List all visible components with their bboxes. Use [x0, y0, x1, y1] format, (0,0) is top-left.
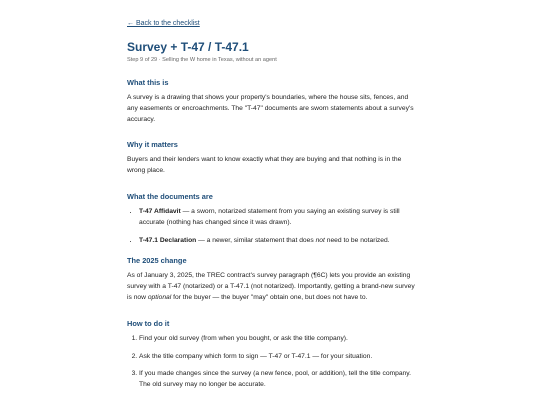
section-heading: Why it matters — [127, 140, 178, 150]
section-2025-change — [127, 256, 417, 303]
section-what-this-is — [127, 78, 417, 125]
list-item: 3. If you made changes since the survey (a new fence, pool, or addition), tell the title company. The old survey may no longer be accurate. — [139, 369, 417, 391]
section-heading: What the documents are — [127, 191, 213, 201]
document-description: — a newer, similar statement that does — [196, 236, 316, 244]
emphasis-text: optional — [147, 293, 172, 301]
step-subtitle: Step 9 of 29 · Selling the W home in Texas, without an agent — [127, 57, 277, 63]
section-body: Buyers and their lenders want to know exactly what they are buying and that nothing is in the wrong place. — [127, 156, 402, 175]
list-item — [139, 207, 417, 229]
back-to-checklist-link[interactable]: ← Back to the checklist — [127, 20, 200, 27]
document-description: — a sworn, notarized statement from you saying an existing survey is still accurate (nothing has changed since it was drawn). — [139, 207, 400, 226]
steps-list — [127, 334, 417, 391]
section-how-to — [127, 319, 417, 391]
section-why-it-matters — [127, 140, 417, 177]
documents-list — [127, 207, 417, 246]
list-item: 1. Find your old survey (from when you bought, or ask the title company). — [139, 334, 417, 345]
document-term: T-47 Affidavit — [139, 207, 181, 215]
body-text-end: for the buyer — the buyer "may" obtain one, but does not have to. — [171, 293, 368, 301]
section-documents — [127, 192, 417, 246]
emphasis-text: not — [315, 236, 325, 244]
list-item — [139, 236, 417, 247]
document-description-end: need to be notarized. — [324, 236, 390, 244]
section-heading: How to do it — [127, 318, 170, 328]
list-item: 2. Ask the title company which form to sign — T-47 or T-47.1 — for your situation. — [139, 352, 417, 363]
page-title: Survey + T-47 / T-47.1 — [127, 40, 249, 54]
section-heading: What this is — [127, 78, 169, 87]
section-body — [127, 271, 417, 303]
section-body: A survey is a drawing that shows your property's boundaries, where the house sits, fences, and any easements or encroachments. The "T-47" documents are sworn statements about a survey's accuracy. — [127, 94, 414, 123]
body-text: As of January 3, 2025, the TREC contract's survey paragraph (¶6C) lets you provide an existing survey with a T-47 (notarized) or a T-47.1 (not notarized). Importantly, getting a brand-new survey is now — [127, 272, 415, 301]
document-term: T-47.1 Declaration — [139, 236, 197, 244]
section-heading: The 2025 change — [127, 256, 187, 266]
